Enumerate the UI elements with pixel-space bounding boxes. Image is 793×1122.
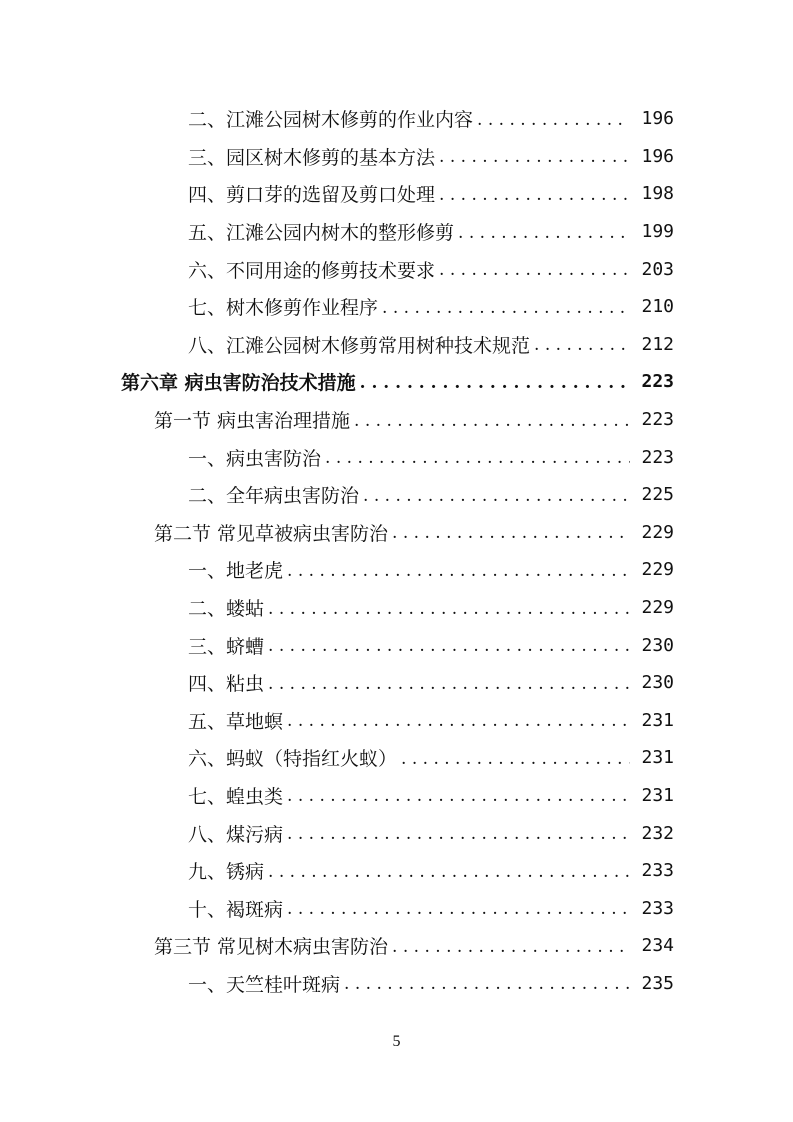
toc-dot-leader	[401, 749, 630, 769]
toc-item-entry[interactable]	[0, 965, 793, 1003]
toc-section-entry[interactable]	[0, 927, 793, 965]
toc-entry-page-number: 231	[641, 709, 674, 731]
toc-item-entry[interactable]	[0, 777, 793, 815]
toc-dot-leader	[477, 110, 630, 130]
toc-entry-page-number: 230	[641, 634, 674, 656]
toc-dot-leader	[534, 335, 630, 355]
toc-entry-title: 二、全年病虫害防治	[188, 485, 360, 508]
toc-entry-title: 九、锈病	[188, 861, 265, 884]
toc-entry-title: 七、树木修剪作业程序	[188, 297, 379, 320]
toc-entry-page-number: 232	[641, 822, 674, 844]
toc-item-entry[interactable]	[0, 626, 793, 664]
toc-entry-title: 五、草地螟	[188, 710, 284, 733]
toc-entry-title: 一、天竺桂叶斑病	[188, 973, 341, 996]
toc-entry-title: 第三节 常见树木病虫害防治	[154, 936, 389, 959]
toc-item-entry[interactable]	[0, 852, 793, 890]
toc-item-entry[interactable]	[0, 551, 793, 589]
toc-item-entry[interactable]	[0, 889, 793, 927]
toc-entry-page-number: 235	[641, 972, 674, 994]
toc-dot-leader	[382, 298, 630, 318]
toc-dot-leader	[268, 636, 630, 656]
toc-entry-title: 第六章 病虫害防治技术措施	[121, 372, 356, 395]
toc-entry-page-number: 199	[641, 221, 674, 243]
toc-item-entry[interactable]	[0, 476, 793, 514]
toc-entry-title: 六、蚂蚁（特指红火蚁）	[188, 748, 398, 771]
toc-item-entry[interactable]	[0, 250, 793, 288]
toc-item-entry[interactable]	[0, 288, 793, 326]
toc-dot-leader	[458, 223, 630, 243]
toc-item-entry[interactable]	[0, 814, 793, 852]
toc-dot-leader	[268, 599, 630, 619]
toc-item-entry[interactable]	[0, 213, 793, 251]
toc-dot-leader	[325, 448, 630, 468]
toc-entry-page-number: 230	[641, 672, 674, 694]
toc-dot-leader	[287, 786, 630, 806]
toc-dot-leader	[439, 185, 630, 205]
toc-entry-page-number: 231	[641, 784, 674, 806]
toc-entry-title: 三、蛴螬	[188, 635, 265, 658]
toc-dot-leader	[354, 411, 630, 431]
toc-item-entry[interactable]	[0, 438, 793, 476]
toc-item-entry[interactable]	[0, 326, 793, 364]
toc-dot-leader	[268, 674, 630, 694]
toc-entry-page-number: 196	[641, 108, 674, 130]
toc-dot-leader	[392, 523, 630, 543]
toc-entry-page-number: 234	[641, 935, 674, 957]
toc-entry-page-number: 223	[641, 409, 674, 431]
toc-entry-title: 二、蝼蛄	[188, 598, 265, 621]
toc-dot-leader	[287, 824, 630, 844]
toc-dot-leader	[439, 147, 630, 167]
toc-entry-page-number: 231	[641, 747, 674, 769]
toc-item-entry[interactable]	[0, 739, 793, 777]
toc-item-entry[interactable]	[0, 175, 793, 213]
toc-entry-page-number: 229	[641, 597, 674, 619]
toc-entry-page-number: 223	[641, 446, 674, 468]
toc-entry-title: 二、江滩公园树木修剪的作业内容	[188, 109, 474, 132]
toc-dot-leader	[360, 373, 630, 393]
toc-entry-title: 一、病虫害防治	[188, 447, 322, 470]
toc-dot-leader	[344, 974, 630, 994]
toc-entry-title: 七、蝗虫类	[188, 785, 284, 808]
toc-item-entry[interactable]	[0, 100, 793, 138]
toc-entry-page-number: 212	[641, 333, 674, 355]
toc-entry-page-number: 229	[641, 521, 674, 543]
toc-item-entry[interactable]	[0, 138, 793, 176]
toc-entry-title: 一、地老虎	[188, 560, 284, 583]
toc-entry-page-number: 203	[641, 258, 674, 280]
toc-entry-title: 三、园区树木修剪的基本方法	[188, 146, 436, 169]
page-number: 5	[392, 1033, 401, 1050]
toc-dot-leader	[268, 862, 630, 882]
toc-entry-page-number: 229	[641, 559, 674, 581]
toc-entry-title: 四、粘虫	[188, 673, 265, 696]
toc-entry-title: 四、剪口芽的选留及剪口处理	[188, 184, 436, 207]
toc-entry-page-number: 198	[641, 183, 674, 205]
toc-dot-leader	[392, 937, 630, 957]
toc-entry-page-number: 225	[641, 484, 674, 506]
toc-entry-title: 八、煤污病	[188, 823, 284, 846]
toc-entry-title: 第二节 常见草被病虫害防治	[154, 522, 389, 545]
toc-entry-page-number: 233	[641, 897, 674, 919]
toc-item-entry[interactable]	[0, 664, 793, 702]
toc-entry-title: 第一节 病虫害治理措施	[154, 410, 351, 433]
toc-section-entry[interactable]	[0, 514, 793, 552]
toc-item-entry[interactable]	[0, 589, 793, 627]
toc-entry-page-number: 223	[641, 371, 674, 393]
toc-entry-title: 六、不同用途的修剪技术要求	[188, 259, 436, 282]
toc-dot-leader	[439, 260, 630, 280]
toc-chapter-entry[interactable]	[0, 363, 793, 401]
table-of-contents	[0, 100, 793, 1002]
toc-entry-page-number: 210	[641, 296, 674, 318]
toc-entry-title: 八、江滩公园树木修剪常用树种技术规范	[188, 334, 531, 357]
toc-section-entry[interactable]	[0, 401, 793, 439]
toc-entry-title: 十、褐斑病	[188, 898, 284, 921]
toc-dot-leader	[287, 711, 630, 731]
toc-item-entry[interactable]	[0, 702, 793, 740]
toc-dot-leader	[363, 486, 630, 506]
toc-entry-page-number: 233	[641, 860, 674, 882]
toc-entry-page-number: 196	[641, 145, 674, 167]
toc-dot-leader	[287, 899, 630, 919]
toc-entry-title: 五、江滩公园内树木的整形修剪	[188, 222, 455, 245]
toc-dot-leader	[287, 561, 630, 581]
